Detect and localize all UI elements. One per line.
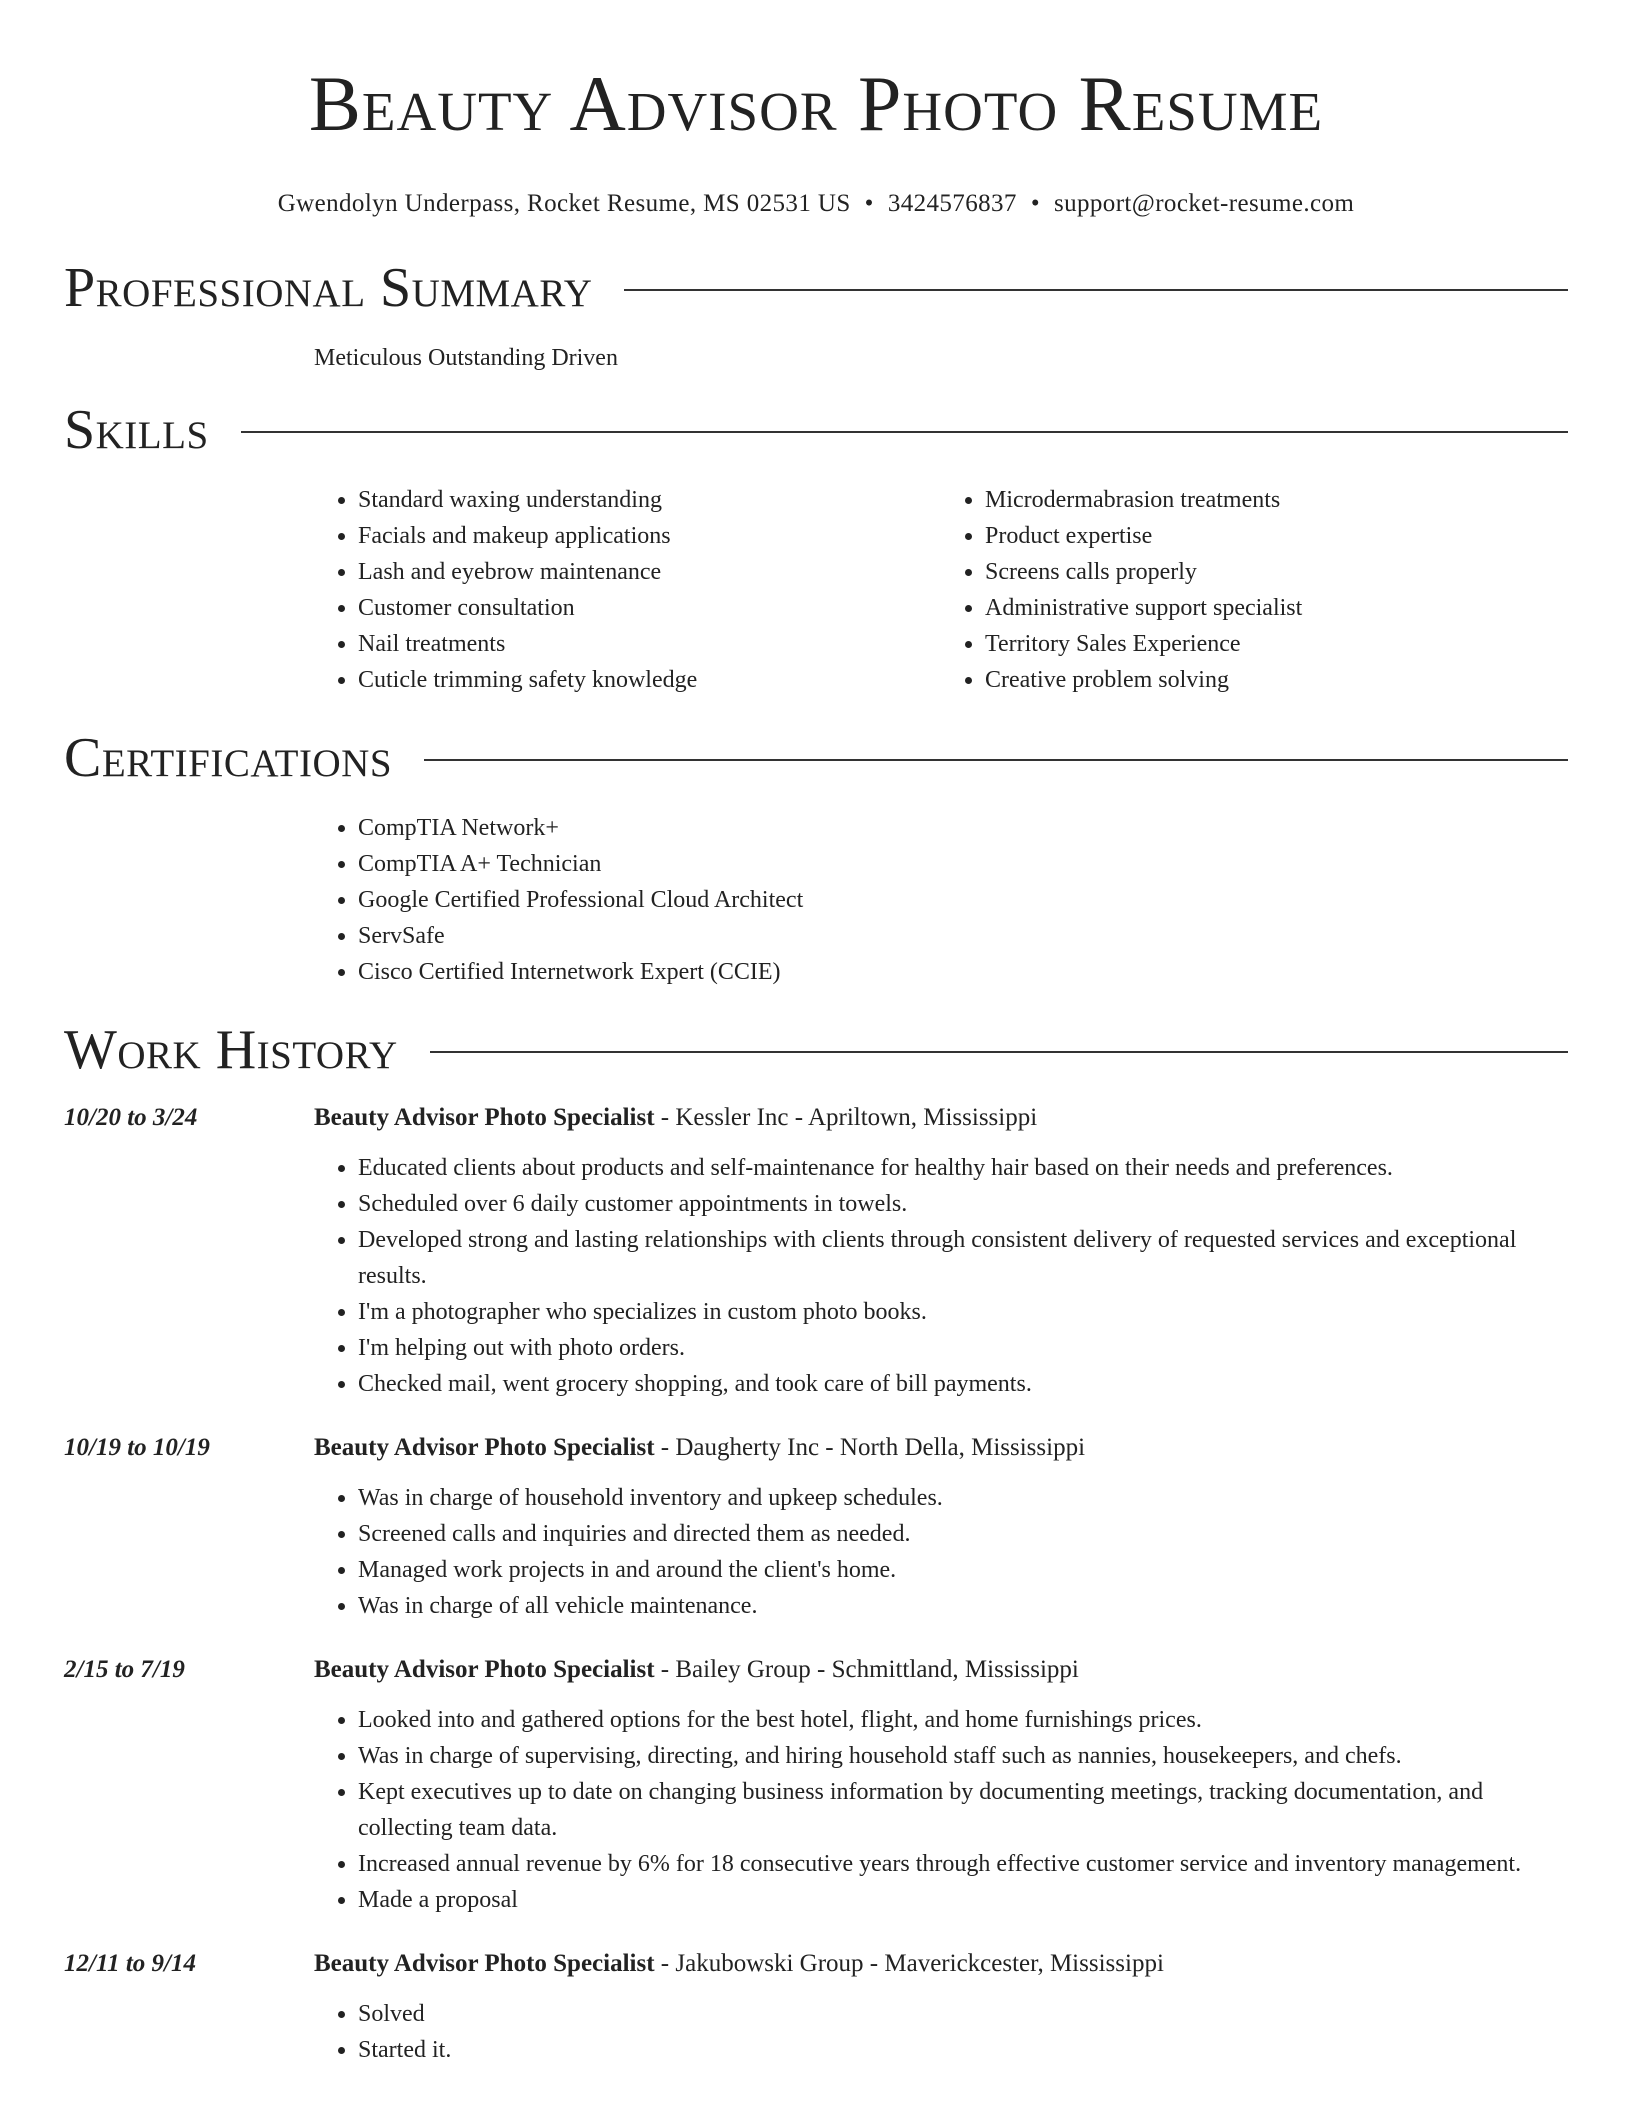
job-dates: 10/20 to 3/24 — [64, 1104, 198, 1131]
work-heading: Work History — [64, 1019, 398, 1081]
certifications-heading: Certifications — [64, 727, 393, 789]
section-divider — [430, 1051, 1568, 1053]
skill-item: • Lash and eyebrow maintenance — [358, 554, 941, 590]
skill-item: • Creative problem solving — [985, 662, 1568, 698]
contact-separator: • — [1030, 190, 1040, 217]
skills-list-left — [314, 482, 941, 698]
contact-line — [64, 188, 1568, 220]
job-bullet: • Made a proposal — [358, 1882, 1568, 1918]
contact-phone: 3424576837 — [887, 190, 1017, 217]
contact-separator: • — [864, 190, 874, 217]
job-bullet: • I'm a photographer who specializes in custom photo books. — [358, 1294, 1568, 1330]
job-bullet: • Solved — [358, 1996, 1568, 2032]
skill-item: • Screens calls properly — [985, 554, 1568, 590]
resume-title: Beauty Advisor Photo Resume — [308, 60, 1324, 147]
job-bullet: • Kept executives up to date on changing business information by documenting meetings, tracking documentation, and collecting team data. — [358, 1774, 1568, 1846]
summary-section-header — [64, 256, 1568, 320]
job-bullets — [314, 1996, 1568, 2068]
certification-item: • CompTIA Network+ — [358, 810, 1568, 846]
skill-item: • Customer consultation — [358, 590, 941, 626]
skill-item: • Product expertise — [985, 518, 1568, 554]
certifications-block — [314, 810, 1568, 990]
job-body — [314, 1948, 1568, 2068]
summary-heading: Professional Summary — [64, 257, 593, 319]
job-dates: 10/19 to 10/19 — [64, 1434, 210, 1461]
job-role: Beauty Advisor Photo Specialist — [314, 1104, 655, 1131]
job-header — [314, 1948, 1568, 1980]
skill-item: • Nail treatments — [358, 626, 941, 662]
job-company: - Bailey Group - Schmittland, Mississippi — [654, 1656, 1079, 1683]
job-company: - Daugherty Inc - North Della, Mississippi — [654, 1434, 1086, 1461]
job-bullet: • Was in charge of all vehicle maintenance. — [358, 1588, 1568, 1624]
job-bullets — [314, 1150, 1568, 1402]
job-entry — [64, 1948, 1568, 2068]
job-bullet: • Was in charge of household inventory and upkeep schedules. — [358, 1480, 1568, 1516]
job-company: - Kessler Inc - Apriltown, Mississippi — [654, 1104, 1038, 1131]
job-bullet: • Managed work projects in and around the client's home. — [358, 1552, 1568, 1588]
job-role: Beauty Advisor Photo Specialist — [314, 1950, 655, 1977]
skill-item: • Administrative support specialist — [985, 590, 1568, 626]
job-body — [314, 1102, 1568, 1402]
job-entry — [64, 1654, 1568, 1918]
job-header — [314, 1654, 1568, 1686]
job-role: Beauty Advisor Photo Specialist — [314, 1656, 655, 1683]
summary-text: Meticulous Outstanding Driven — [314, 345, 618, 371]
section-divider — [624, 289, 1568, 291]
job-bullet: • Looked into and gathered options for the best hotel, flight, and home furnishings prices. — [358, 1702, 1568, 1738]
resume-page — [64, 0, 1568, 2068]
certification-item: • Cisco Certified Internetwork Expert (CCIE) — [358, 954, 1568, 990]
certification-item: • Google Certified Professional Cloud Architect — [358, 882, 1568, 918]
skill-item: • Standard waxing understanding — [358, 482, 941, 518]
job-dates: 2/15 to 7/19 — [64, 1656, 185, 1683]
skills-section-header — [64, 398, 1568, 462]
job-bullets — [314, 1702, 1568, 1918]
skills-list-right — [941, 482, 1568, 698]
job-bullet: • Checked mail, went grocery shopping, and took care of bill payments. — [358, 1366, 1568, 1402]
section-divider — [241, 431, 1568, 433]
job-entry — [64, 1432, 1568, 1624]
skill-item: • Microdermabrasion treatments — [985, 482, 1568, 518]
certifications-section-header — [64, 726, 1568, 790]
contact-address: Gwendolyn Underpass, Rocket Resume, MS 02531 US — [277, 190, 851, 217]
job-bullet: • Scheduled over 6 daily customer appointments in towels. — [358, 1186, 1568, 1222]
job-body — [314, 1654, 1568, 1918]
contact-email[interactable]: support@rocket-resume.com — [1053, 190, 1355, 217]
job-bullet: • Developed strong and lasting relationships with clients through consistent delivery of requested services and exceptional results. — [358, 1222, 1568, 1294]
job-dates: 12/11 to 9/14 — [64, 1950, 196, 1977]
job-bullet: • Increased annual revenue by 6% for 18 consecutive years through effective customer service and inventory management. — [358, 1846, 1568, 1882]
certifications-list — [314, 810, 1568, 990]
skills-heading: Skills — [64, 399, 209, 461]
job-bullet: • I'm helping out with photo orders. — [358, 1330, 1568, 1366]
certification-item: • ServSafe — [358, 918, 1568, 954]
skills-grid — [314, 482, 1568, 698]
job-role: Beauty Advisor Photo Specialist — [314, 1434, 655, 1461]
skill-item: • Territory Sales Experience — [985, 626, 1568, 662]
job-header — [314, 1432, 1568, 1464]
job-company: - Jakubowski Group - Maverickcester, Mississippi — [654, 1950, 1164, 1977]
job-bullet: • Was in charge of supervising, directing, and hiring household staff such as nannies, housekeepers, and chefs. — [358, 1738, 1568, 1774]
certification-item: • CompTIA A+ Technician — [358, 846, 1568, 882]
job-header — [314, 1102, 1568, 1134]
job-entry — [64, 1102, 1568, 1402]
section-divider — [424, 759, 1568, 761]
job-bullet: • Started it. — [358, 2032, 1568, 2068]
work-section-header — [64, 1018, 1568, 1082]
job-body — [314, 1432, 1568, 1624]
skill-item: • Cuticle trimming safety knowledge — [358, 662, 941, 698]
job-bullet: • Educated clients about products and self-maintenance for healthy hair based on their needs and preferences. — [358, 1150, 1568, 1186]
job-bullet: • Screened calls and inquiries and directed them as needed. — [358, 1516, 1568, 1552]
skill-item: • Facials and makeup applications — [358, 518, 941, 554]
job-bullets — [314, 1480, 1568, 1624]
